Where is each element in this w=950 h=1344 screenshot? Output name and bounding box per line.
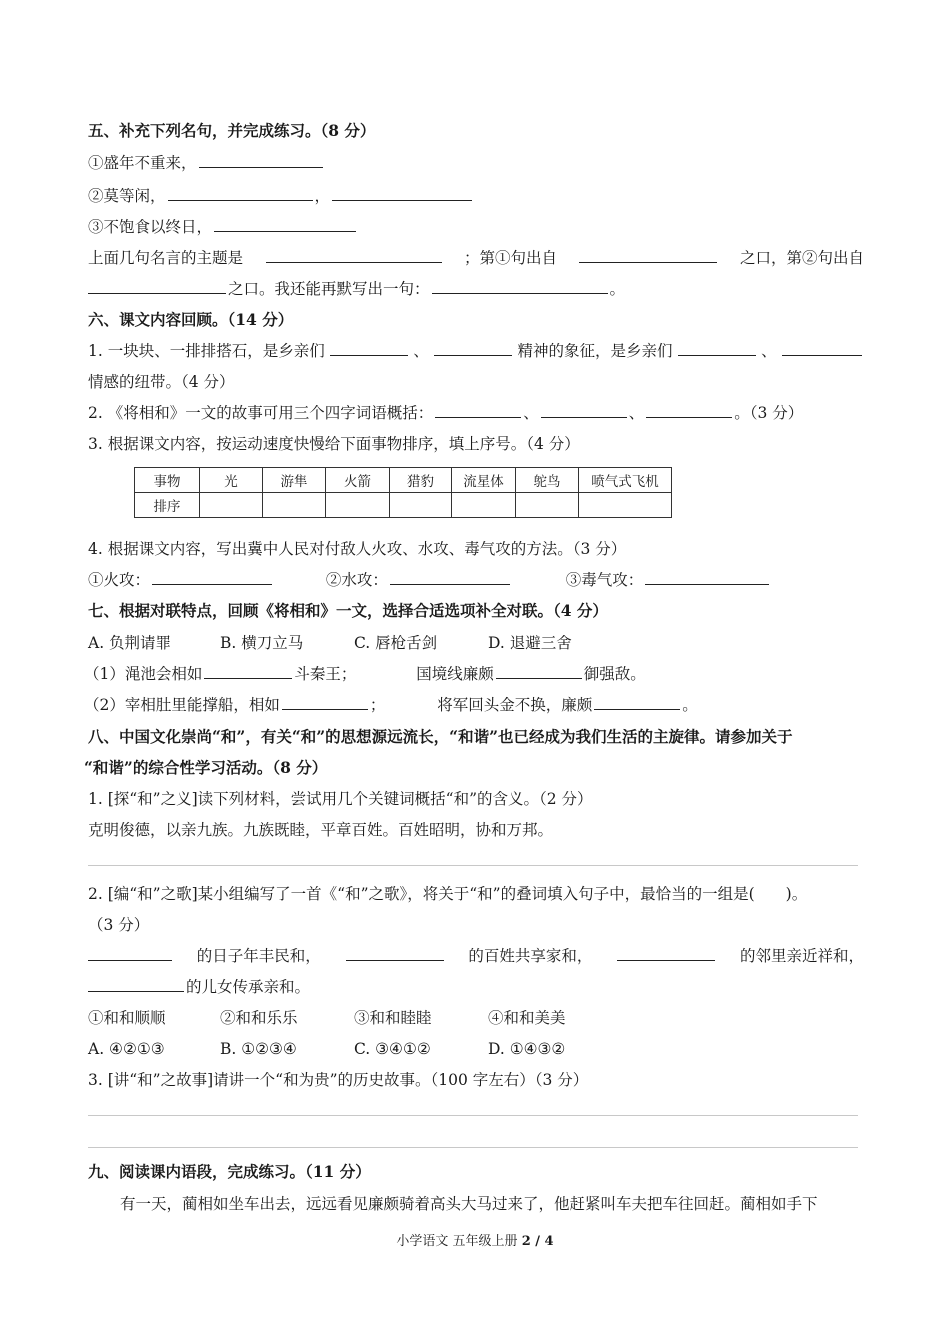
answer-blank[interactable] — [390, 569, 510, 585]
s6-q1 — [88, 340, 864, 362]
s6-q1-text-a: 1. 一块块、一排排搭石，是乡亲们 — [88, 342, 325, 360]
section-9-title: 九、阅读课内语段，完成练习。（11 分） — [88, 1162, 371, 1181]
s6-q1-sep: 、 — [761, 342, 777, 360]
answer-line[interactable] — [88, 865, 858, 866]
choice-4: ④和和美美 — [488, 1009, 566, 1027]
answer-blank[interactable] — [266, 247, 442, 263]
section-8-title-cont: “和谐”的综合性学习活动。（8 分） — [84, 758, 328, 777]
table-header-cell: 鸵鸟 — [516, 468, 579, 493]
answer-blank[interactable] — [346, 945, 444, 961]
table-row — [135, 493, 672, 518]
answer-line[interactable] — [88, 1147, 858, 1148]
s5-line-2-comma: ， — [314, 187, 331, 205]
table-header-cell: 流星体 — [452, 468, 516, 493]
s5-line-1-text: ①盛年不重来， — [88, 154, 197, 172]
s7-couplet-1-text-a: （1）渑池会相如 — [84, 665, 203, 683]
table-header-cell: 事物 — [135, 468, 200, 493]
s6-q4-fire-label: ①火攻： — [88, 571, 151, 589]
s8-song-text-c: 的邻里亲近祥和， — [739, 947, 864, 965]
table-row — [135, 468, 672, 493]
answer-blank[interactable] — [434, 340, 512, 356]
answer-blank[interactable] — [617, 945, 715, 961]
table-header-cell: 火箭 — [326, 468, 390, 493]
s6-q2-sep: 、 — [523, 404, 539, 422]
order-cell[interactable] — [516, 493, 579, 518]
answer-blank[interactable] — [88, 278, 226, 294]
table-header-cell: 游隼 — [263, 468, 326, 493]
s5-line-2-text: ②莫等闲， — [88, 187, 166, 205]
answer-option-c[interactable]: C. ③④①② — [354, 1040, 431, 1058]
s5-line-4 — [88, 247, 864, 269]
s8-q2-song-line-1 — [88, 945, 864, 967]
s7-couplet-2-text-c: 将军回头金不换，廉颇 — [437, 696, 593, 714]
s7-couplet-2 — [84, 694, 864, 716]
answer-blank[interactable] — [432, 278, 608, 294]
answer-option-d[interactable]: D. ①④③② — [488, 1040, 566, 1058]
option-c: C. 唇枪舌剑 — [354, 634, 438, 652]
answer-blank[interactable] — [330, 340, 408, 356]
s6-q1-cont: 情感的纽带。（4 分） — [88, 373, 235, 391]
s5-line-2 — [88, 185, 864, 207]
page-number: 2 / 4 — [521, 1234, 554, 1249]
s8-q1: 1. [探“和”之义]读下列材料，尝试用几个关键词概括“和”的含义。（2 分） — [88, 790, 593, 808]
s5-line-4-text-b: ；第①句出自 — [463, 249, 557, 267]
s7-couplet-1-text-d: 御强敌。 — [583, 665, 646, 683]
answer-blank[interactable] — [282, 694, 368, 710]
answer-blank[interactable] — [645, 569, 769, 585]
s8-song-text-d: 的儿女传承亲和。 — [186, 978, 311, 996]
s7-couplet-2-text-d: 。 — [682, 696, 698, 714]
answer-blank[interactable] — [214, 216, 356, 232]
s6-q1-text-c: 精神的象征，是乡亲们 — [517, 342, 673, 360]
section-8-title: 八、中国文化崇尚“和”，有关“和”的思想源远流长，“和谐”也已经成为我们生活的主旋律。请参加关于 — [88, 727, 793, 746]
s5-line-3-text: ③不饱食以终日， — [88, 218, 213, 236]
footer-text: 小学语文 五年级上册 — [396, 1234, 522, 1249]
answer-blank[interactable] — [168, 185, 313, 201]
s6-q4-gas-label: ③毒气攻： — [565, 571, 644, 589]
order-cell[interactable] — [200, 493, 263, 518]
answer-option-a[interactable]: A. ④②①③ — [88, 1040, 165, 1058]
speed-order-table — [134, 467, 672, 518]
s8-q2: 2. [编“和”之歌]某小组编写了一首《“和”之歌》，将关于“和”的叠词填入句子中，最恰当的一组是( )。 — [88, 885, 808, 903]
s6-q1-sep: 、 — [413, 342, 429, 360]
answer-blank[interactable] — [204, 663, 292, 679]
table-header-cell: 光 — [200, 468, 263, 493]
answer-blank[interactable] — [594, 694, 680, 710]
order-cell[interactable] — [579, 493, 672, 518]
table-header-cell: 猎豹 — [390, 468, 452, 493]
s7-couplet-1-text-b: 斗秦王； — [294, 665, 357, 683]
s7-couplet-1-text-c: 国境线廉颇 — [416, 665, 494, 683]
s6-q2 — [88, 402, 864, 424]
s5-line-5-text: 之口。我还能再默写出一句： — [228, 280, 430, 298]
answer-option-b[interactable]: B. ①②③④ — [220, 1040, 297, 1058]
s6-q2-sep: 、 — [628, 404, 645, 422]
s6-q3: 3. 根据课文内容，按运动速度快慢给下面事物排序，填上序号。（4 分） — [88, 435, 580, 453]
answer-blank[interactable] — [541, 402, 627, 418]
s7-couplet-2-text-b: ； — [369, 696, 386, 714]
s8-q2-song-line-2 — [88, 976, 864, 998]
answer-blank[interactable] — [88, 945, 172, 961]
answer-blank[interactable] — [579, 247, 717, 263]
answer-line[interactable] — [88, 1115, 858, 1116]
s8-q2-answers — [88, 1038, 864, 1060]
answer-blank[interactable] — [496, 663, 582, 679]
s5-line-1 — [88, 152, 864, 174]
s8-q2-choices — [88, 1007, 864, 1029]
section-5-title: 五、补充下列名句，并完成练习。（8 分） — [88, 121, 376, 140]
s8-q2-score: （3 分） — [88, 916, 150, 934]
choice-3: ③和和睦睦 — [354, 1009, 432, 1027]
order-cell[interactable] — [326, 493, 390, 518]
answer-blank[interactable] — [199, 152, 323, 168]
section-6-title: 六、课文内容回顾。（14 分） — [88, 310, 294, 329]
table-row-label: 排序 — [135, 493, 200, 518]
choice-1: ①和和顺顺 — [88, 1009, 166, 1027]
option-a: A. 负荆请罪 — [88, 634, 172, 652]
s6-q4-answers — [88, 569, 864, 591]
s6-q4: 4. 根据课文内容，写出冀中人民对付敌人火攻、水攻、毒气攻的方法。（3 分） — [88, 540, 627, 558]
order-cell[interactable] — [263, 493, 326, 518]
answer-blank[interactable] — [332, 185, 472, 201]
order-cell[interactable] — [390, 493, 452, 518]
s9-passage: 有一天，蔺相如坐车出去，远远看见廉颇骑着高头大马过来了，他赶紧叫车夫把车往回赶。蔺相如手下 — [120, 1195, 818, 1213]
answer-blank[interactable] — [646, 402, 732, 418]
s5-line-4-text-c: 之口，第②句出自 — [739, 249, 864, 267]
s5-line-4-text-a: 上面几句名言的主题是 — [88, 249, 244, 267]
s8-song-text-a: 的日子年丰民和， — [196, 947, 321, 965]
s6-q2-end: 。（3 分） — [734, 404, 804, 422]
s6-q4-water-label: ②水攻： — [325, 571, 388, 589]
s5-line-5-end: 。 — [609, 280, 626, 298]
option-b: B. 横刀立马 — [220, 634, 304, 652]
s7-couplet-2-text-a: （2）宰相肚里能撑船，相如 — [84, 696, 280, 714]
answer-blank[interactable] — [152, 569, 272, 585]
s6-q2-text: 2. 《将相和》一文的故事可用三个四字词语概括： — [88, 404, 434, 422]
choice-2: ②和和乐乐 — [220, 1009, 298, 1027]
section-7-title: 七、根据对联特点，回顾《将相和》一文，选择合适选项补全对联。（4 分） — [88, 601, 608, 620]
answer-blank[interactable] — [678, 340, 756, 356]
s8-song-text-b: 的百姓共享家和， — [468, 947, 593, 965]
page-footer — [0, 1230, 950, 1249]
s8-q1-material: 克明俊德，以亲九族。九族既睦，平章百姓。百姓昭明，协和万邦。 — [88, 821, 554, 839]
s7-couplet-1 — [84, 663, 864, 685]
option-d: D. 退避三舍 — [488, 634, 572, 652]
table-header-cell: 喷气式飞机 — [579, 468, 672, 493]
answer-blank[interactable] — [782, 340, 862, 356]
answer-blank[interactable] — [435, 402, 521, 418]
order-cell[interactable] — [452, 493, 516, 518]
s8-q3: 3. [讲“和”之故事]请讲一个“和为贵”的历史故事。（100 字左右）（3 分） — [88, 1071, 589, 1089]
answer-blank[interactable] — [88, 976, 184, 992]
s5-line-3 — [88, 216, 864, 238]
s5-line-5 — [88, 278, 864, 300]
s7-options — [88, 632, 864, 654]
